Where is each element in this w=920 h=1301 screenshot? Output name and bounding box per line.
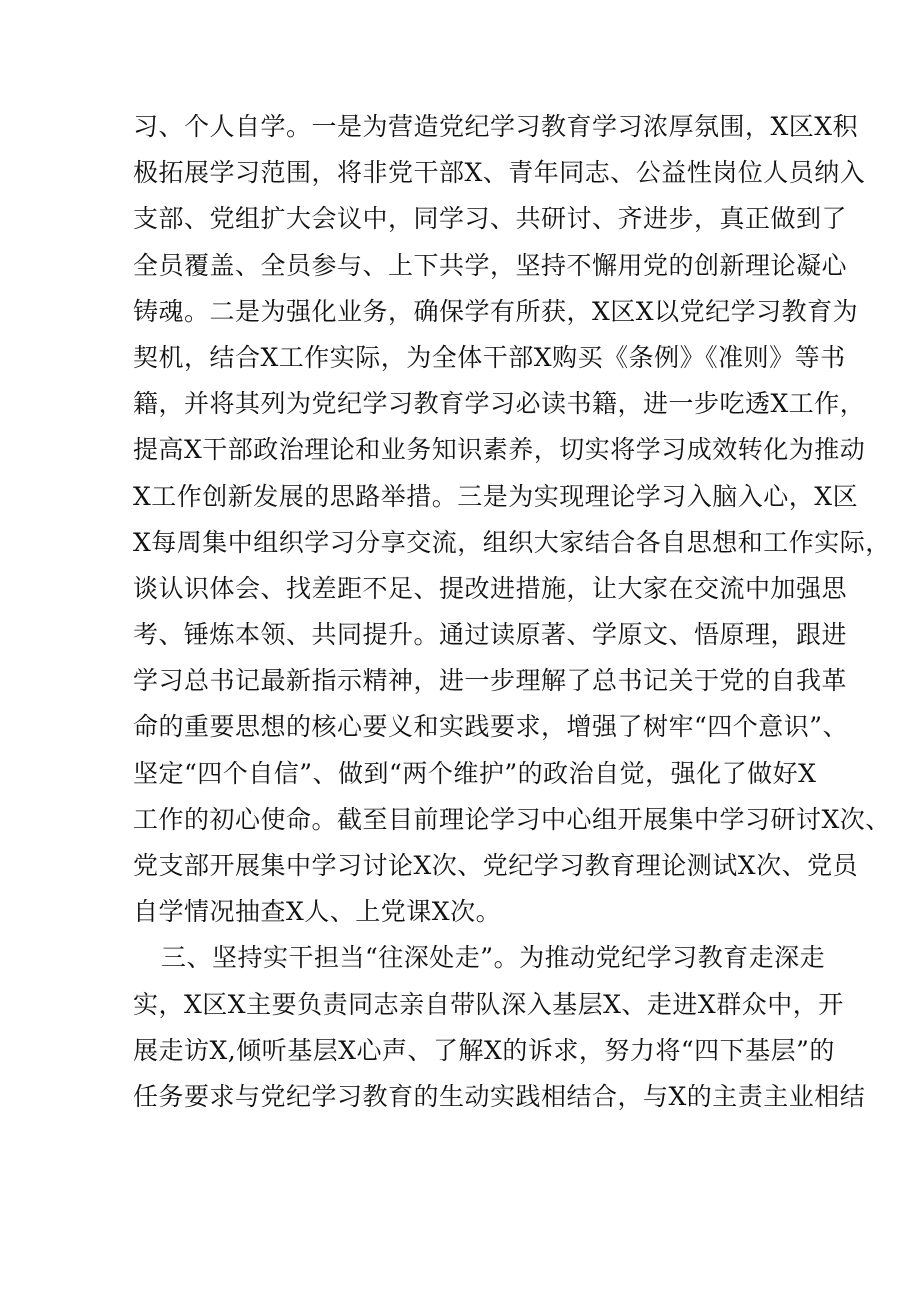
text-line: 实，X区X主要负责同志亲自带队深入基层X、走进X群众中，开 bbox=[133, 989, 844, 1019]
text-line: 提高X干部政治理论和业务知识素养，切实将学习成效转化为推动 bbox=[133, 435, 866, 465]
text-line: 展走访X,倾听基层X心声、了解X的诉求，努力将“四下基层”的 bbox=[133, 1035, 835, 1065]
text-line: 命的重要思想的核心要义和实践要求，增强了树牢“四个意识”、 bbox=[133, 712, 849, 742]
text-line: 支部、党组扩大会议中，同学习、共研讨、齐进步，真正做到了 bbox=[133, 204, 848, 234]
document-body bbox=[133, 104, 891, 1120]
text-line: 谈认识体会、找差距不足、提改进措施，让大家在交流中加强思 bbox=[133, 573, 848, 603]
text-line: 坚定“四个自信”、做到“两个维护”的政治自觉，强化了做好X bbox=[133, 758, 817, 788]
text-line: 工作的初心使命。截至目前理论学习中心组开展集中学习研讨X次、 bbox=[133, 804, 891, 834]
paragraph-2 bbox=[133, 935, 866, 1120]
section-heading-line: 三、坚持实干担当“往深处走”。为推动党纪学习教育走深走 bbox=[161, 943, 826, 973]
text-line: 学习总书记最新指示精神，进一步理解了总书记关于党的自我革 bbox=[133, 666, 848, 696]
text-line: 籍，并将其列为党纪学习教育学习必读书籍，进一步吃透X工作， bbox=[133, 389, 866, 419]
text-line: 党支部开展集中学习讨论X次、党纪学习教育理论测试X次、党员 bbox=[133, 851, 859, 880]
text-line: 任务要求与党纪学习教育的生动实践相结合，与X的主责主业相结 bbox=[133, 1081, 866, 1111]
text-line: 自学情况抽查X人、上党课X次。 bbox=[133, 897, 502, 927]
text-line: 铸魂。二是为强化业务，确保学有所获，X区X以党纪学习教育为 bbox=[133, 296, 859, 326]
text-line: 全员覆盖、全员参与、上下共学，坚持不懈用党的创新理论凝心 bbox=[133, 250, 848, 280]
text-line: X每周集中组织学习分享交流，组织大家结合各自思想和工作实际， bbox=[133, 527, 891, 557]
text-line: 考、锤炼本领、共同提升。通过读原著、学原文、悟原理，跟进 bbox=[133, 620, 848, 650]
text-line: 契机，结合X工作实际，为全体干部X购买《条例》《准则》等书 bbox=[133, 342, 846, 372]
text-line: X工作创新发展的思路举措。三是为实现理论学习入脑入心，X区 bbox=[133, 481, 859, 511]
text-line: 极拓展学习范围，将非党干部X、青年同志、公益性岗位人员纳入 bbox=[133, 158, 866, 188]
paragraph-1 bbox=[133, 104, 891, 935]
text-line: 习、个人自学。一是为营造党纪学习教育学习浓厚氛围，X区X积 bbox=[133, 112, 859, 141]
